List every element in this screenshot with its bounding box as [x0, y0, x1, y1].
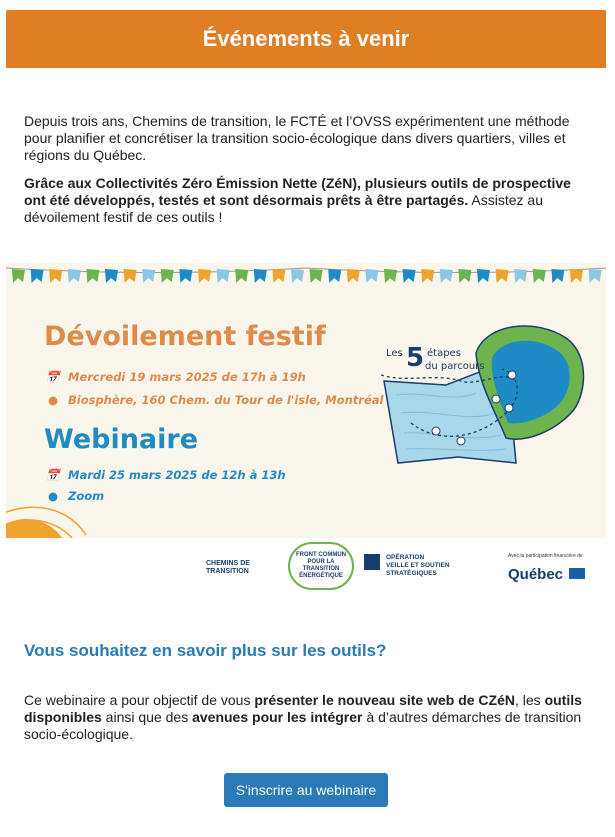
bunting-flag	[272, 269, 285, 283]
desc-t1: Ce webinaire a pour objectif de vous	[24, 692, 255, 708]
bunting-flag	[328, 269, 341, 283]
sun-decoration	[6, 507, 86, 538]
desc-b3: avenues pour les intégrer	[192, 709, 363, 725]
bunting-flag	[179, 269, 192, 283]
banner-place-2-text: Zoom	[68, 489, 105, 503]
map-les: Les	[386, 348, 403, 359]
partner-logos	[6, 538, 606, 598]
bunting-flag	[347, 269, 360, 283]
desc-t4: à d’autres démarches de transition socio-écologique.	[24, 709, 582, 742]
bunting-flag	[161, 269, 174, 283]
bunting-flag	[365, 269, 378, 283]
banner-place-1	[44, 393, 383, 407]
bunting-flag	[198, 269, 211, 283]
desc-b2: outils disponibles	[24, 692, 582, 725]
bunting-flag	[496, 269, 509, 283]
bunting-flag	[254, 269, 267, 283]
logo-ovss-mark	[364, 554, 380, 570]
events-header	[6, 10, 606, 68]
map-etapes: étapes	[427, 348, 461, 359]
desc-t3: ainsi que des	[101, 709, 193, 725]
banner-place-2	[44, 489, 104, 503]
banner-date-2-text: Mardi 25 mars 2025 de 12h à 13h	[68, 468, 286, 482]
intro-paragraph-2	[24, 175, 584, 226]
logo-fcte-line1: FRONT COMMUN	[296, 552, 346, 558]
desc-b1: présenter le nouveau site web de CZéN	[254, 692, 515, 708]
more-info-heading: Vous souhaitez en savoir plus sur les outils?	[24, 641, 387, 660]
event-banner	[6, 263, 606, 598]
bunting-flag	[551, 269, 564, 283]
bunting-flag	[570, 269, 583, 283]
bunting-flag	[384, 269, 397, 283]
desc-t2: , les	[515, 692, 545, 708]
bunting-flag	[31, 269, 44, 283]
bunting-flag	[142, 269, 155, 283]
calendar-icon: 📅	[45, 468, 61, 482]
intro-paragraph-1: Depuis trois ans, Chemins de transition, le FCTÉ et l’OVSS expérimentent une méthode pour planifier et concrétiser la transition socio-écologique dans divers quartiers, villes et régions du Québec.	[24, 113, 570, 163]
map-parcours: du parcours	[425, 361, 485, 372]
bunting-flags	[6, 268, 606, 283]
bunting-flag	[514, 269, 527, 283]
intro-rest: Assistez au dévoilement festif de ces outils !	[24, 192, 543, 225]
intro-bold: Grâce aux Collectivités Zéro Émission Nette (ZéN), plusieurs outils de prospective ont été développés, testés et sont désormais prêts à être partagés.	[24, 175, 571, 208]
bunting-flag	[310, 269, 323, 283]
bunting-flag	[477, 269, 490, 283]
bunting-flag	[533, 269, 546, 283]
banner-date-1-text: Mercredi 19 mars 2025 de 17h à 19h	[68, 370, 306, 384]
logo-ovss	[386, 554, 450, 578]
bunting-flag	[12, 269, 25, 283]
bunting-flag	[235, 269, 248, 283]
banner-date-1	[44, 370, 306, 384]
bunting-flag	[217, 269, 230, 283]
logo-fcte-line4: ÉNERGÉTIQUE	[299, 573, 343, 579]
logo-ovss-line1: OPÉRATION	[386, 554, 425, 561]
register-webinar-button[interactable]: S'inscrire au webinaire	[224, 773, 388, 807]
bunting-flag	[124, 269, 137, 283]
map-number: 5	[406, 343, 425, 373]
logo-fcte-line2: POUR LA	[307, 559, 335, 565]
banner-title-webinar: Webinaire	[44, 424, 199, 455]
events-title: Événements à venir	[202, 26, 410, 51]
webinar-description	[24, 692, 589, 743]
bunting-flag	[421, 269, 434, 283]
logo-chemins-line2: TRANSITION	[206, 568, 249, 575]
quebec-flag-icon	[569, 568, 585, 579]
location-pin-icon: ●	[47, 393, 59, 407]
bunting-flag	[291, 269, 304, 283]
logo-quebec	[508, 566, 585, 583]
logo-ovss-line3: STRATÉGIQUES	[386, 570, 437, 577]
logo-quebec-text: Québec	[508, 566, 564, 583]
logo-ovss-line2: VEILLE ET SOUTIEN	[386, 562, 450, 569]
logo-fcte	[288, 542, 354, 590]
bunting-flag	[440, 269, 453, 283]
banner-date-2	[44, 468, 286, 482]
bunting-flag	[105, 269, 118, 283]
bunting-flag	[86, 269, 99, 283]
bunting-flag	[49, 269, 62, 283]
banner-title-unveiling: Dévoilement festif	[44, 321, 326, 352]
bunting-flag	[589, 269, 602, 283]
calendar-icon: 📅	[45, 370, 61, 384]
logo-chemins-line1: CHEMINS DE	[206, 560, 250, 567]
bunting-flag	[68, 269, 81, 283]
intro-text	[24, 113, 584, 237]
logo-fcte-line3: TRANSITION	[302, 566, 340, 572]
location-pin-icon: ●	[47, 489, 59, 503]
bunting-flag	[458, 269, 471, 283]
banner-place-1-text: Biosphère, 160 Chem. du Tour de l'isle, Montréal	[68, 393, 384, 407]
logo-chemins	[206, 560, 250, 576]
logo-quebec-note: Avec la participation financière de	[508, 553, 583, 559]
bunting-flag	[403, 269, 416, 283]
